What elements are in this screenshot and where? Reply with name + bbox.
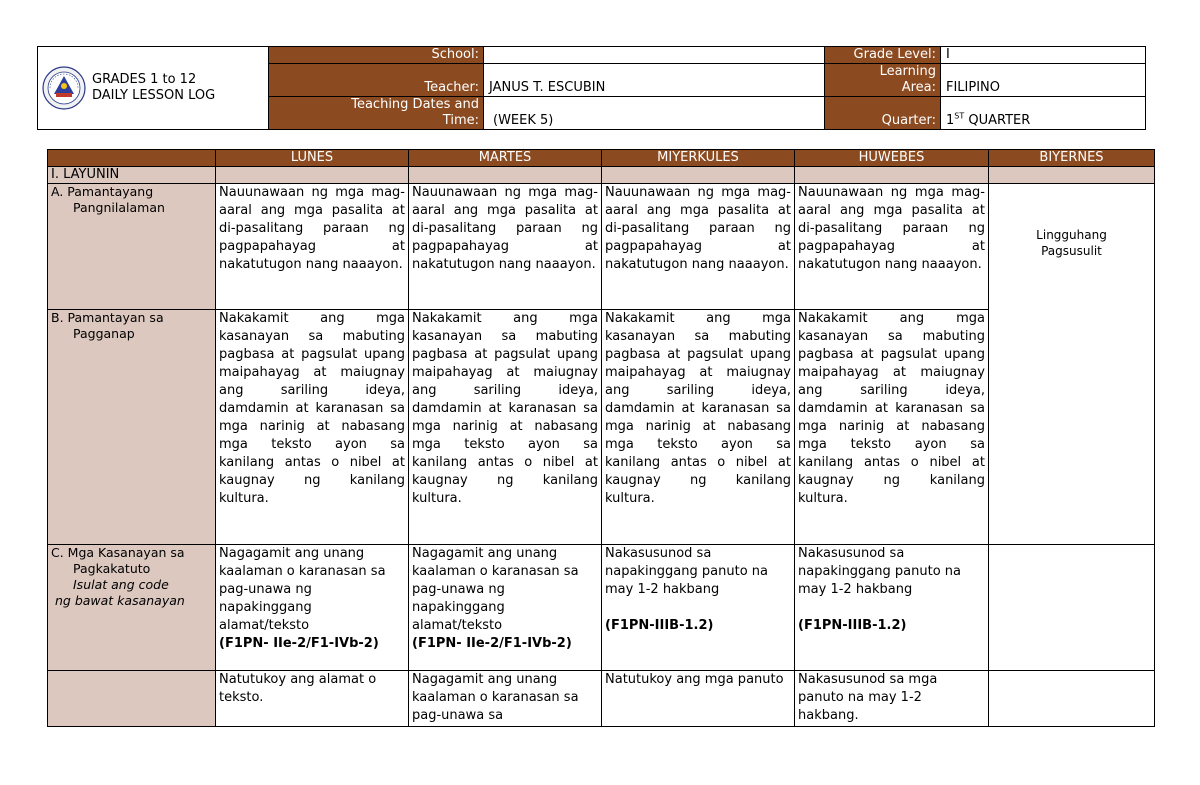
section-filler-thu	[795, 167, 989, 184]
cell-c-wed-code: (F1PN-IIIB-1.2)	[605, 618, 714, 633]
cell-c-mon-code: (F1PN- IIe-2/F1-IVb-2)	[219, 636, 379, 651]
cell-d-thu: Nakasusunod sa mga panuto na may 1-2 hakbang.	[795, 671, 989, 727]
cell-d-fri	[989, 671, 1155, 727]
learning-area-label-line1: Learning	[879, 64, 936, 79]
row-label-c	[48, 545, 216, 671]
row-label-b-line1: B. Pamantayan sa	[51, 310, 164, 325]
cell-a-mon: Nauunawaan ng mga mag-aaral ang mga pasalita at di-pasalitang paraan ng pagpapahayag at nakatutugon nang naaayon.	[216, 184, 409, 310]
row-label-a	[48, 184, 216, 310]
day-header-mon: LUNES	[216, 150, 409, 167]
row-label-a-line1: A. Pamantayang	[51, 184, 154, 199]
cell-b-mon: Nakakamit ang mga kasanayan sa mabuting pagbasa at pagsulat upang maipahayag at maiugnay ang sariling ideya, damdamin at karanasan sa mga narinig at nabasang mga teksto ayon sa kanilang antas o nibel at kaugnay ng kanilang kultura.	[216, 310, 409, 545]
logo-cell	[38, 47, 269, 130]
cell-c-tue-text: Nagagamit ang unang kaalaman o karanasan sa pag-unawa ng napakinggang alamat/teksto	[412, 546, 579, 633]
row-label-c-line3: Isulat ang code	[73, 577, 169, 592]
cell-c-thu	[795, 545, 989, 671]
quarter-value	[941, 97, 1146, 130]
header-table	[37, 46, 1146, 130]
title-line-1: GRADES 1 to 12	[92, 72, 197, 87]
row-label-c-line1: C. Mga Kasanayan sa	[51, 545, 185, 560]
cell-friday	[989, 184, 1155, 545]
cell-d-tue: Nagagamit ang unang kaalaman o karanasan sa pag-unawa sa	[409, 671, 602, 727]
school-label: School:	[269, 47, 484, 64]
cell-c-thu-code: (F1PN-IIIB-1.2)	[798, 618, 907, 633]
row-label-b	[48, 310, 216, 545]
learning-area-label	[825, 64, 941, 97]
deped-seal-icon	[42, 66, 86, 110]
row-objectives-detail	[48, 671, 1155, 727]
day-header-fri: BIYERNES	[989, 150, 1155, 167]
cell-c-fri	[989, 545, 1155, 671]
corner-header	[48, 150, 216, 167]
title-line-2: DAILY LESSON LOG	[92, 88, 216, 103]
lesson-log-table	[47, 149, 1155, 727]
quarter-label: Quarter:	[825, 97, 941, 130]
cell-c-thu-text: Nakasusunod sa napakinggang panuto na may 1-2 hakbang	[798, 546, 961, 597]
cell-b-thu: Nakakamit ang mga kasanayan sa mabuting pagbasa at pagsulat upang maipahayag at maiugnay ang sariling ideya, damdamin at karanasan sa mga narinig at nabasang mga teksto ayon sa kanilang antas o nibel at kaugnay ng kanilang kultura.	[795, 310, 989, 545]
teaching-dates-label	[269, 97, 484, 130]
day-header-tue: MARTES	[409, 150, 602, 167]
teaching-dates-value: (WEEK 5)	[484, 97, 825, 130]
quarter-number: 1	[946, 113, 955, 128]
teacher-label: Teacher:	[269, 64, 484, 97]
cell-c-wed	[602, 545, 795, 671]
document-title	[92, 72, 215, 104]
section-row	[48, 167, 1155, 184]
day-header-wed: MIYERKULES	[602, 150, 795, 167]
cell-d-wed: Natutukoy ang mga panuto	[602, 671, 795, 727]
quarter-ordinal: ST	[954, 111, 965, 121]
cell-d-mon: Natutukoy ang alamat o teksto.	[216, 671, 409, 727]
row-label-c-line2: Pagkakatuto	[73, 561, 151, 576]
teaching-dates-label-line2: Time:	[442, 113, 479, 128]
friday-text-line1: Lingguhang	[1036, 228, 1107, 242]
section-filler-fri	[989, 167, 1155, 184]
cell-c-wed-text: Nakasusunod sa napakinggang panuto na may 1-2 hakbang	[605, 546, 768, 597]
cell-b-tue: Nakakamit ang mga kasanayan sa mabuting pagbasa at pagsulat upang maipahayag at maiugnay ang sariling ideya, damdamin at karanasan sa mga narinig at nabasang mga teksto ayon sa kanilang antas o nibel at kaugnay ng kanilang kultura.	[409, 310, 602, 545]
cell-a-thu: Nauunawaan ng mga mag-aaral ang mga pasalita at di-pasalitang paraan ng pagpapahayag at nakatutugon nang naaayon.	[795, 184, 989, 310]
cell-c-tue-code: (F1PN- IIe-2/F1-IVb-2)	[412, 636, 572, 651]
grade-level-value: I	[941, 47, 1146, 64]
row-label-b-line2: Pagganap	[73, 326, 135, 341]
row-pamantayang-pangnilalaman	[48, 184, 1155, 310]
section-filler-tue	[409, 167, 602, 184]
learning-area-label-line2: Area:	[901, 80, 936, 95]
row-label-d	[48, 671, 216, 727]
cell-c-tue	[409, 545, 602, 671]
row-mga-kasanayan	[48, 545, 1155, 671]
section-title: I. LAYUNIN	[48, 167, 216, 184]
row-label-a-line2: Pangnilalaman	[73, 200, 165, 215]
school-value	[484, 47, 825, 64]
section-filler-wed	[602, 167, 795, 184]
friday-text-line2: Pagsusulit	[1041, 244, 1102, 258]
cell-a-tue: Nauunawaan ng mga mag-aaral ang mga pasalita at di-pasalitang paraan ng pagpapahayag at nakatutugon nang naaayon.	[409, 184, 602, 310]
cell-a-wed: Nauunawaan ng mga mag-aaral ang mga pasalita at di-pasalitang paraan ng pagpapahayag at nakatutugon nang naaayon.	[602, 184, 795, 310]
row-pamantayan-sa-pagganap	[48, 310, 1155, 545]
learning-area-value: FILIPINO	[941, 64, 1146, 97]
cell-c-mon	[216, 545, 409, 671]
cell-b-wed: Nakakamit ang mga kasanayan sa mabuting pagbasa at pagsulat upang maipahayag at maiugnay ang sariling ideya, damdamin at karanasan sa mga narinig at nabasang mga teksto ayon sa kanilang antas o nibel at kaugnay ng kanilang kultura.	[602, 310, 795, 545]
cell-c-mon-text: Nagagamit ang unang kaalaman o karanasan sa pag-unawa ng napakinggang alamat/teksto	[219, 546, 386, 633]
day-header-row	[48, 150, 1155, 167]
grade-level-label: Grade Level:	[825, 47, 941, 64]
day-header-thu: HUWEBES	[795, 150, 989, 167]
quarter-word: QUARTER	[964, 113, 1031, 128]
section-filler-mon	[216, 167, 409, 184]
teaching-dates-label-line1: Teaching Dates and	[351, 97, 479, 112]
row-label-c-line4: ng bawat kasanayan	[55, 593, 185, 608]
teacher-value: JANUS T. ESCUBIN	[484, 64, 825, 97]
